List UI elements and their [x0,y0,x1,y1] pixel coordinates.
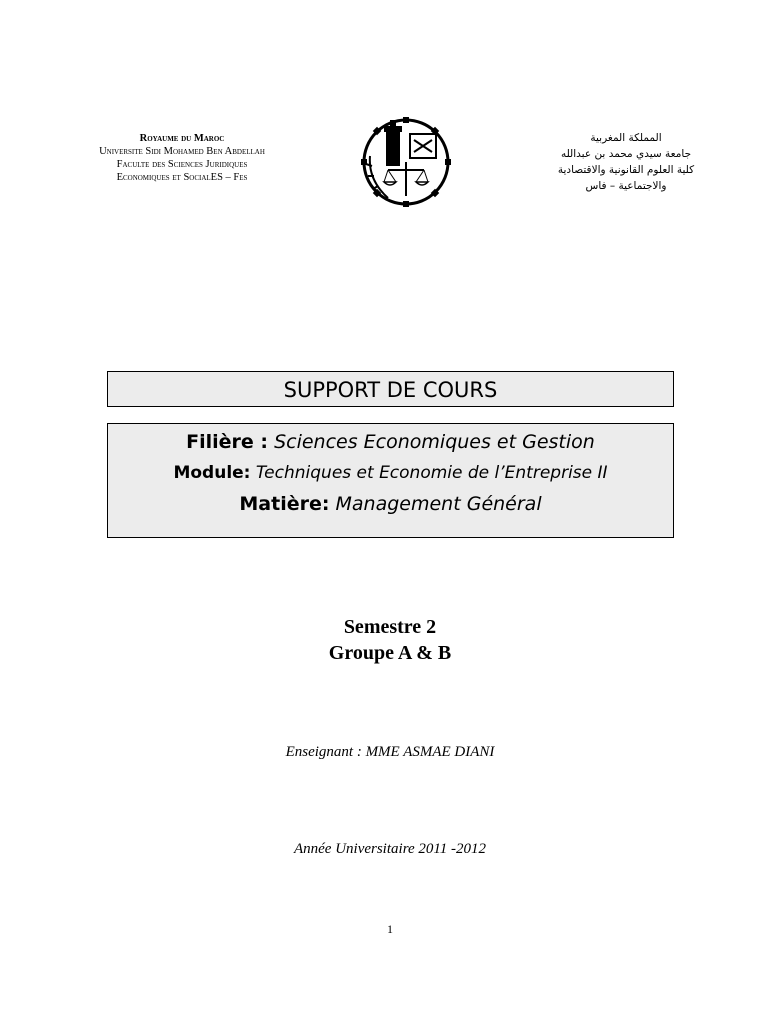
header-line-university: Universite Sidi Mohamed Ben Abdellah [99,146,265,157]
header-line-faculty-ar: كلية العلوم القانونية والاقتصادية [557,164,695,176]
filiere-label: Filière : [186,431,269,453]
teacher-line: Enseignant : MME ASMAE DIANI [285,744,495,760]
matiere-line [108,489,673,520]
university-emblem-icon [348,116,464,208]
header-line-kingdom-ar: المملكة المغربية [590,132,662,144]
course-title: SUPPORT DE COURS [283,378,498,402]
header-line-faculty: Faculte des Sciences Juridiques [116,159,248,170]
module-line [108,458,673,489]
semester-block [0,614,768,666]
matiere-label: Matière: [239,493,330,515]
academic-year: Année Universitaire 2011 -2012 [293,841,487,857]
filiere-line [108,427,673,458]
course-title-box [107,371,674,407]
header-line-kingdom: Royaume du Maroc [139,133,225,144]
header-line-faculty-cont: Economiques et SocialES – Fes [116,172,248,183]
header-line-faculty-cont-ar: والاجتماعية – فاس [585,180,667,192]
header-line-university-ar: جامعة سيدي محمد بن عبدالله [560,148,692,160]
matiere-value: Management Général [335,493,542,515]
institution-header-ar [540,130,712,194]
course-info-box [107,423,674,538]
institution-header-fr [60,132,304,184]
module-label: Module: [173,463,251,483]
module-value: Techniques et Economie de l’Entreprise II [255,463,608,483]
group-label: Groupe A & B [328,642,452,664]
filiere-value: Sciences Economiques et Gestion [274,431,595,453]
semester-label: Semestre 2 [343,616,437,638]
page-number: 1 [387,922,393,936]
